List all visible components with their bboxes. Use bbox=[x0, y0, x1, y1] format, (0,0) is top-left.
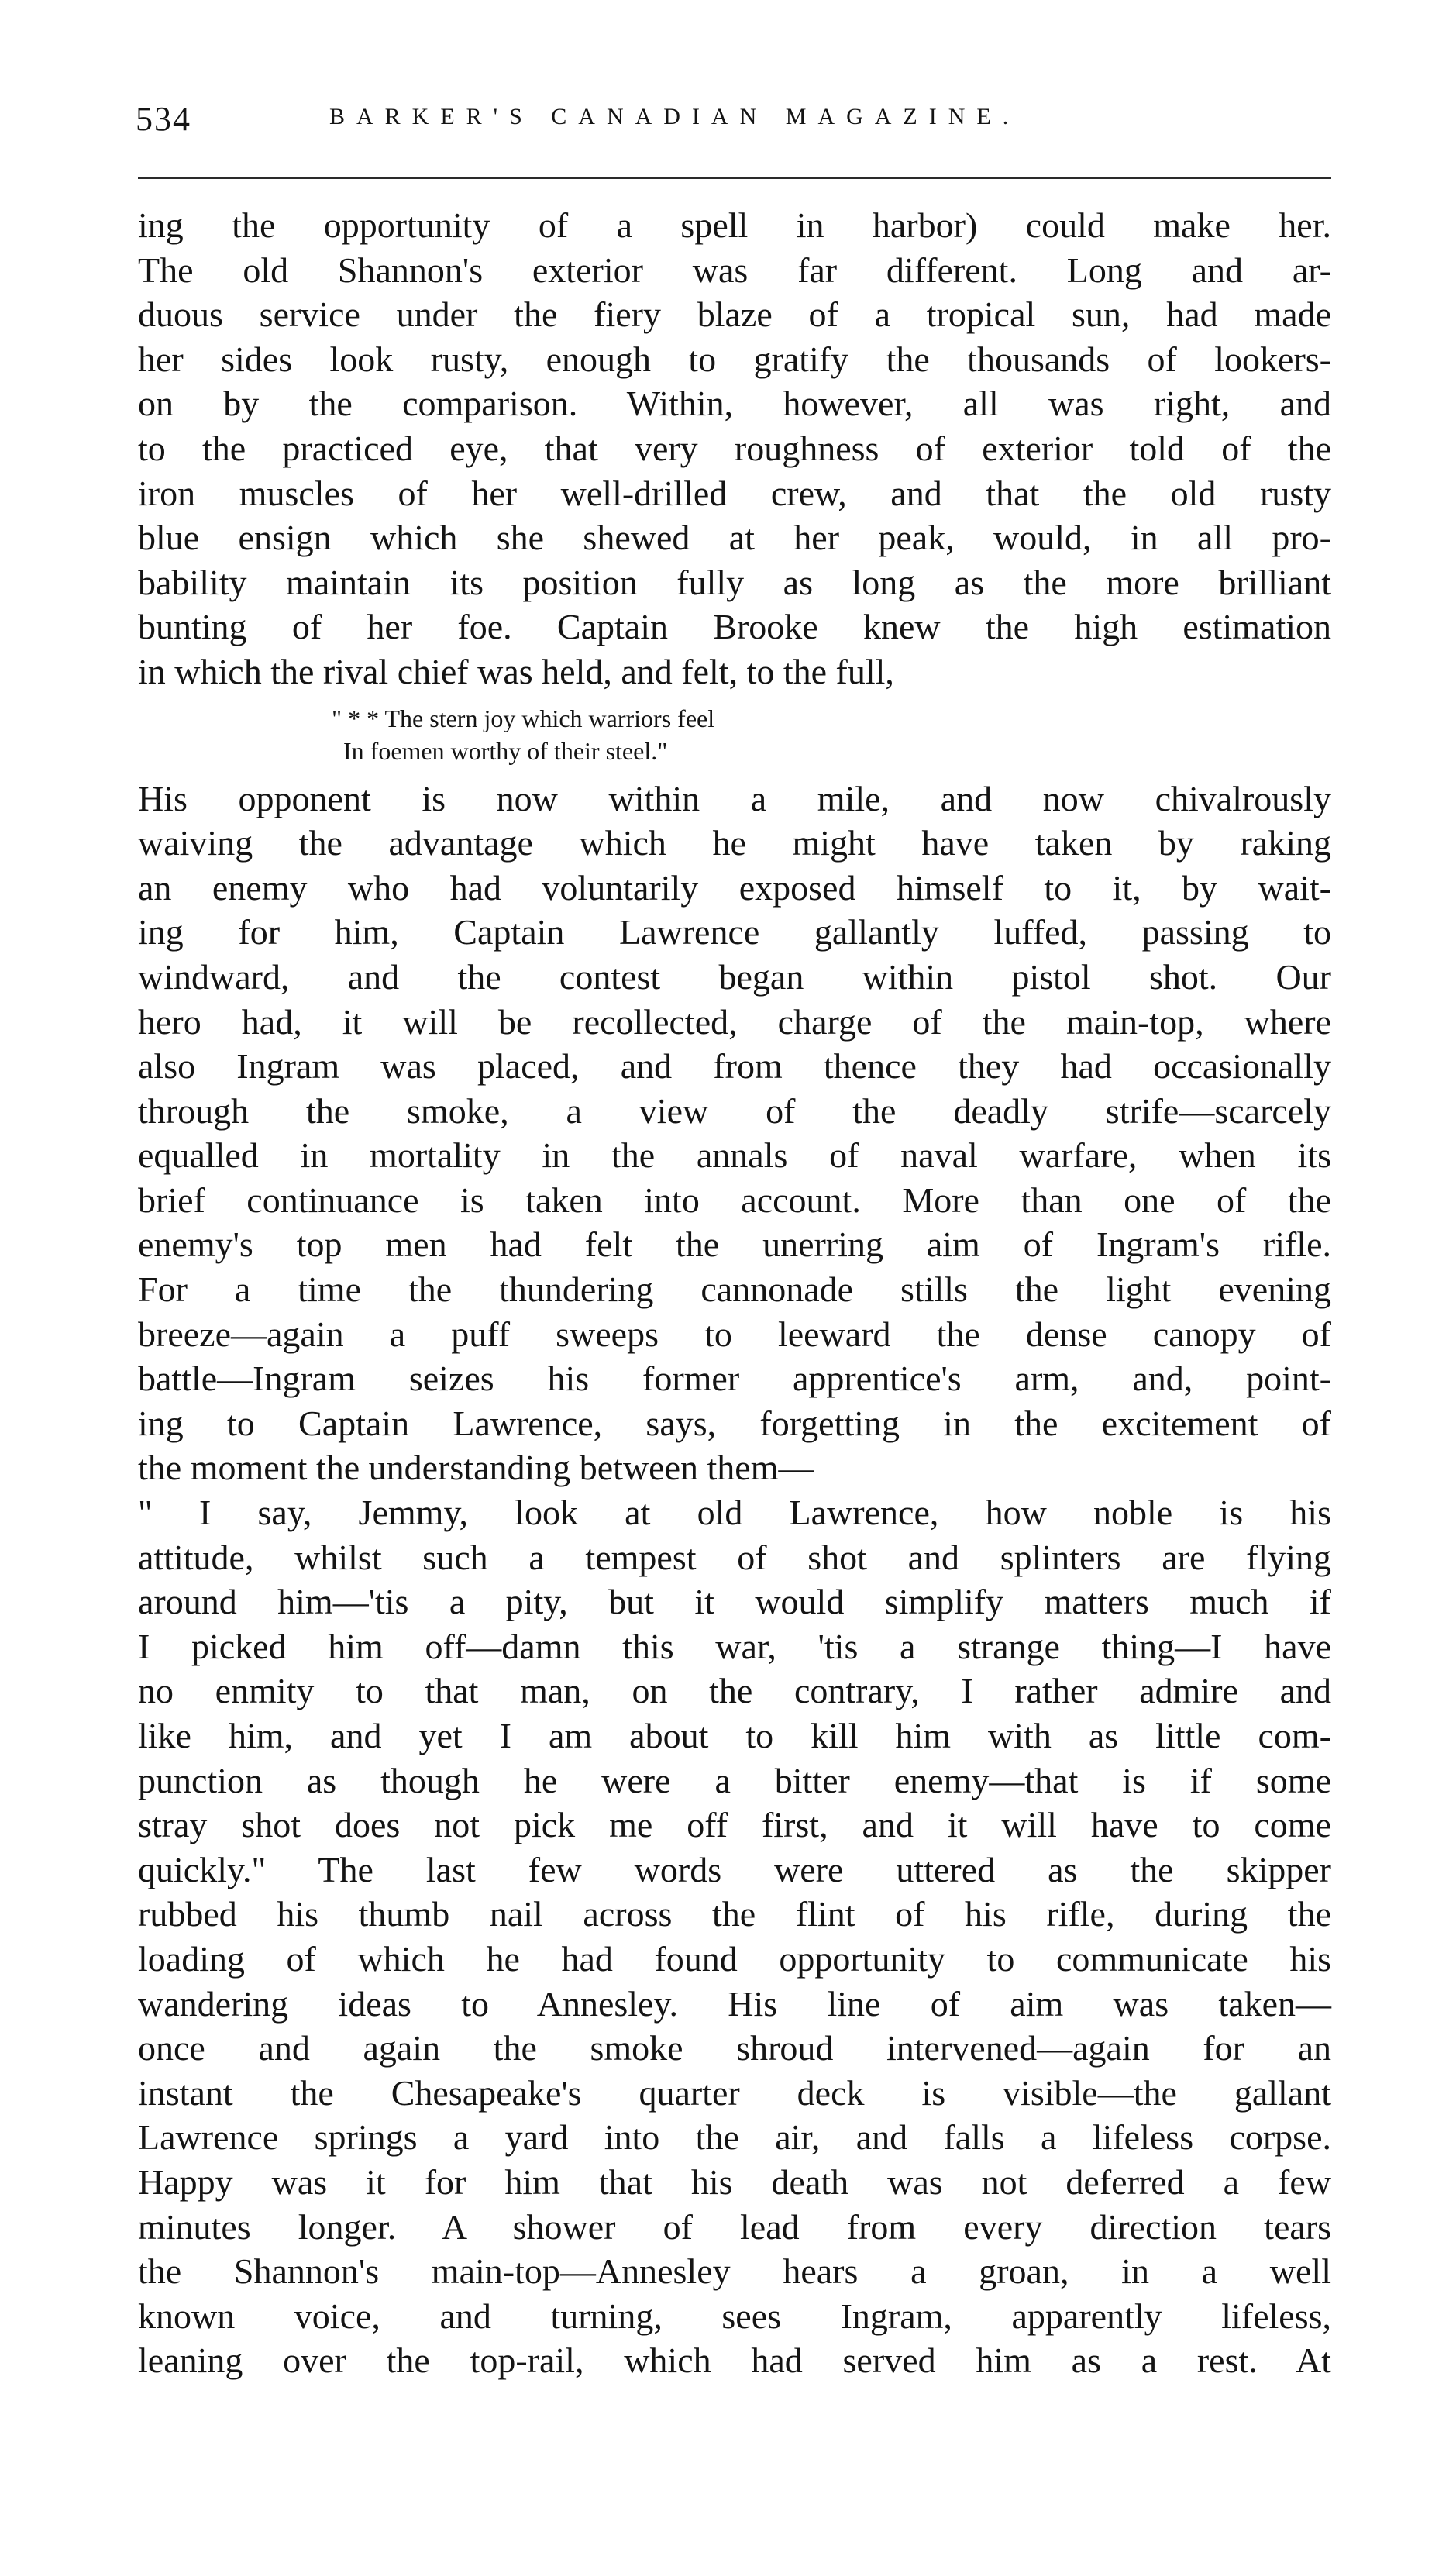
text-line: to the practiced eye, that very roughness of exterior told of the bbox=[138, 428, 1331, 468]
text-line: His opponent is now within a mile, and now chivalrously bbox=[138, 778, 1331, 818]
text-line: blue ensign which she shewed at her peak, would, in all pro- bbox=[138, 518, 1331, 558]
text-line: Happy was it for him that his death was not deferred a few bbox=[138, 2161, 1331, 2202]
text-line: also Ingram was placed, and from thence they had occasionally bbox=[138, 1046, 1331, 1087]
text-line: bunting of her foe. Captain Brooke knew the high estimation bbox=[138, 607, 1331, 647]
text-line: brief continuance is taken into account. More than one of the bbox=[138, 1180, 1331, 1220]
text-line: battle—Ingram seizes his former apprentice's arm, and, point- bbox=[138, 1359, 1331, 1399]
text-line: duous service under the fiery blaze of a tropical sun, had made bbox=[138, 294, 1331, 335]
page-header bbox=[136, 99, 1344, 146]
text-line: known voice, and turning, sees Ingram, apparently lifeless, bbox=[138, 2296, 1331, 2336]
text-line: no enmity to that man, on the contrary, I rather admire and bbox=[138, 1671, 1331, 1711]
text-line: breeze—again a puff sweeps to leeward the dense canopy of bbox=[138, 1314, 1331, 1354]
text-line: her sides look rusty, enough to gratify the thousands of lookers- bbox=[138, 339, 1331, 379]
text-line: minutes longer. A shower of lead from every direction tears bbox=[138, 2206, 1331, 2247]
paragraph-1 bbox=[138, 203, 1331, 694]
paragraph-3 bbox=[138, 1490, 1331, 2383]
text-line: once and again the smoke shroud intervened—again for an bbox=[138, 2028, 1331, 2068]
text-line: The old Shannon's exterior was far different. Long and ar- bbox=[138, 250, 1331, 290]
body-text bbox=[138, 203, 1331, 2383]
text-line: stray shot does not pick me off first, and it will have to come bbox=[138, 1805, 1331, 1845]
text-line: equalled in mortality in the annals of naval warfare, when its bbox=[138, 1135, 1331, 1176]
text-line: ing the opportunity of a spell in harbor) could make her. bbox=[138, 205, 1331, 245]
text-line: an enemy who had voluntarily exposed himself to it, by wait- bbox=[138, 867, 1331, 908]
text-line: iron muscles of her well-drilled crew, and that the old rusty bbox=[138, 473, 1331, 513]
text-line: ing to Captain Lawrence, says, forgetting in the excitement of bbox=[138, 1403, 1331, 1443]
text-line: the moment the understanding between them— bbox=[138, 1448, 814, 1488]
text-line: leaning over the top-rail, which had served him as a rest. At bbox=[138, 2340, 1331, 2381]
text-line: waiving the advantage which he might have taken by raking bbox=[138, 823, 1331, 863]
verse-quotation bbox=[138, 702, 1331, 767]
text-line: in which the rival chief was held, and felt, to the full, bbox=[138, 651, 894, 691]
text-line: like him, and yet I am about to kill him with as little com- bbox=[138, 1716, 1331, 1755]
verse-line: In foemen worthy of their steel." bbox=[343, 736, 668, 765]
text-line: Lawrence springs a yard into the air, and falls a lifeless corpse. bbox=[138, 2117, 1331, 2158]
text-line: the Shannon's main-top—Annesley hears a groan, in a well bbox=[138, 2251, 1331, 2292]
text-line: bability maintain its position fully as long as the more brilliant bbox=[138, 562, 1331, 602]
text-line: hero had, it will be recollected, charge of the main-top, where bbox=[138, 1001, 1331, 1042]
text-line: through the smoke, a view of the deadly strife—scarcely bbox=[138, 1090, 1331, 1131]
text-line: windward, and the contest began within pistol shot. Our bbox=[138, 956, 1331, 997]
verse-line: " * * The stern joy which warriors feel bbox=[332, 704, 715, 732]
text-line: enemy's top men had felt the unerring aim of Ingram's rifle. bbox=[138, 1224, 1331, 1265]
text-line: rubbed his thumb nail across the flint of his rifle, during the bbox=[138, 1894, 1331, 1934]
text-line: I picked him off—damn this war, 'tis a strange thing—I have bbox=[138, 1626, 1331, 1666]
text-line: around him—'tis a pity, but it would simplify matters much if bbox=[138, 1582, 1331, 1622]
text-line: punction as though he were a bitter enemy—that is if some bbox=[138, 1760, 1331, 1800]
text-line: instant the Chesapeake's quarter deck is visible—the gallant bbox=[138, 2072, 1331, 2113]
text-line: ing for him, Captain Lawrence gallantly luffed, passing to bbox=[138, 912, 1331, 952]
text-line: For a time the thundering cannonade stills the light evening bbox=[138, 1269, 1331, 1310]
paragraph-2 bbox=[138, 777, 1331, 1491]
text-line: loading of which he had found opportunity to communicate his bbox=[138, 1938, 1331, 1979]
text-line: attitude, whilst such a tempest of shot and splinters are flying bbox=[138, 1537, 1331, 1577]
page-number: 534 bbox=[136, 100, 191, 138]
running-head: BARKER'S CANADIAN MAGAZINE. bbox=[329, 104, 1021, 129]
header-rule bbox=[138, 177, 1331, 179]
text-line: quickly." The last few words were uttered as the skipper bbox=[138, 1849, 1331, 1889]
text-line: wandering ideas to Annesley. His line of aim was taken— bbox=[138, 1983, 1331, 2024]
text-line: " I say, Jemmy, look at old Lawrence, how noble is his bbox=[138, 1493, 1331, 1533]
text-line: on by the comparison. Within, however, all was right, and bbox=[138, 384, 1331, 424]
